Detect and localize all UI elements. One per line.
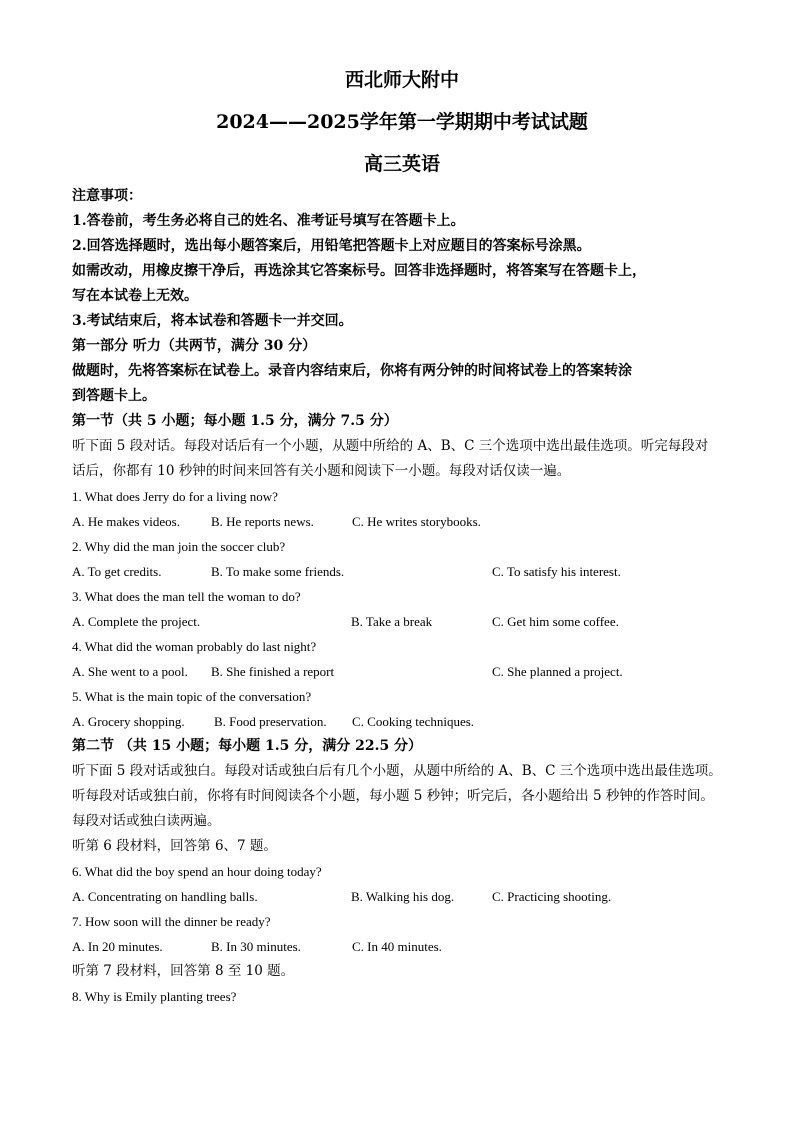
question-7-options — [72, 934, 732, 959]
option-b: B. He reports news. — [211, 514, 314, 529]
notice-item-3: 3.考试结束后，将本试卷和答题卡一并交回。 — [72, 313, 353, 329]
section1-instruction-line-1: 听下面 5 段对话。每段对话后有一个小题，从题中所给的 A、B、C 三个选项中选出最佳选项。听完每段对 — [72, 438, 709, 454]
question-2-options — [72, 559, 732, 584]
option-b: B. In 30 minutes. — [211, 939, 301, 954]
option-a: A. Concentrating on handling balls. — [72, 889, 258, 904]
question-6: 6. What did the boy spend an hour doing today? — [72, 864, 322, 879]
section2-instruction-line-1: 听下面 5 段对话或独白。每段对话或独白后有几个小题，从题中所给的 A、B、C 三个选项中选出最佳选项。 — [72, 763, 722, 779]
option-c: C. She planned a project. — [492, 664, 623, 679]
option-b: B. Food preservation. — [214, 714, 327, 729]
notice-item-1: 1.答卷前，考生务必将自己的姓名、准考证号填写在答题卡上。 — [72, 213, 465, 229]
exam-title: 2024——2025学年第一学期期中考试试题 — [216, 111, 588, 133]
exam-page — [72, 62, 732, 1009]
section2-instruction-line-2: 听每段对话或独白前，你将有时间阅读各个小题，每小题 5 秒钟；听完后，各小题给出 5 秒钟的作答时间。 — [72, 788, 714, 804]
option-c: C. Get him some coffee. — [492, 614, 619, 629]
notice-item-2: 2.回答选择题时，选出每小题答案后，用铅笔把答题卡上对应题目的答案标号涂黑。 — [72, 238, 591, 254]
option-c: C. He writes storybooks. — [352, 514, 481, 529]
option-a: A. In 20 minutes. — [72, 939, 163, 954]
section2-instruction-line-3: 每段对话或独白读两遍。 — [72, 813, 221, 829]
part1-instruction-line-1: 做题时，先将答案标在试卷上。录音内容结束后，你将有两分钟的时间将试卷上的答案转涂 — [72, 363, 632, 379]
option-c: C. In 40 minutes. — [352, 939, 442, 954]
option-b: B. To make some friends. — [211, 564, 345, 579]
school-title: 西北师大附中 — [344, 69, 459, 91]
question-1: 1. What does Jerry do for a living now? — [72, 489, 278, 504]
option-b: B. Take a break — [351, 614, 433, 629]
part1-instruction-line-2: 到答题卡上。 — [72, 388, 156, 404]
option-a: A. He makes videos. — [72, 514, 180, 529]
option-c: C. Practicing shooting. — [492, 889, 612, 904]
option-c: C. Cooking techniques. — [352, 714, 475, 729]
question-1-options — [72, 509, 732, 534]
question-7: 7. How soon will the dinner be ready? — [72, 914, 271, 929]
section1-heading: 第一节（共 5 小题；每小题 1.5 分，满分 7.5 分） — [72, 413, 398, 429]
notice-item-2-line-2: 如需改动，用橡皮擦干净后，再选涂其它答案标号。回答非选择题时，将答案写在答题卡上， — [72, 263, 646, 279]
question-5-options — [72, 709, 732, 734]
section2-heading: 第二节 （共 15 小题；每小题 1.5 分，满分 22.5 分） — [72, 738, 423, 754]
question-3: 3. What does the man tell the woman to do? — [72, 589, 301, 604]
option-a: A. She went to a pool. — [72, 664, 188, 679]
subject-title: 高三英语 — [363, 153, 440, 175]
notice-heading: 注意事项： — [72, 188, 142, 204]
option-b: B. She finished a report — [211, 664, 335, 679]
material-7-heading: 听第 7 段材料，回答第 8 至 10 题。 — [72, 963, 295, 979]
question-4: 4. What did the woman probably do last night? — [72, 639, 317, 654]
option-a: A. Grocery shopping. — [72, 714, 185, 729]
section1-instruction-line-2: 话后，你都有 10 秒钟的时间来回答有关小题和阅读下一小题。每段对话仅读一遍。 — [72, 463, 571, 479]
option-b: B. Walking his dog. — [351, 889, 455, 904]
notice-item-2-line-3: 写在本试卷上无效。 — [72, 288, 198, 304]
question-4-options — [72, 659, 732, 684]
part1-heading: 第一部分 听力（共两节，满分 30 分） — [72, 338, 317, 354]
question-8: 8. Why is Emily planting trees? — [72, 989, 237, 1004]
question-6-options — [72, 884, 732, 909]
question-2: 2. Why did the man join the soccer club? — [72, 539, 286, 554]
option-a: A. Complete the project. — [72, 614, 201, 629]
option-c: C. To satisfy his interest. — [492, 564, 621, 579]
option-a: A. To get credits. — [72, 564, 162, 579]
question-5: 5. What is the main topic of the conversation? — [72, 689, 312, 704]
question-3-options — [72, 609, 732, 634]
material-6-heading: 听第 6 段材料，回答第 6、7 题。 — [72, 838, 277, 854]
